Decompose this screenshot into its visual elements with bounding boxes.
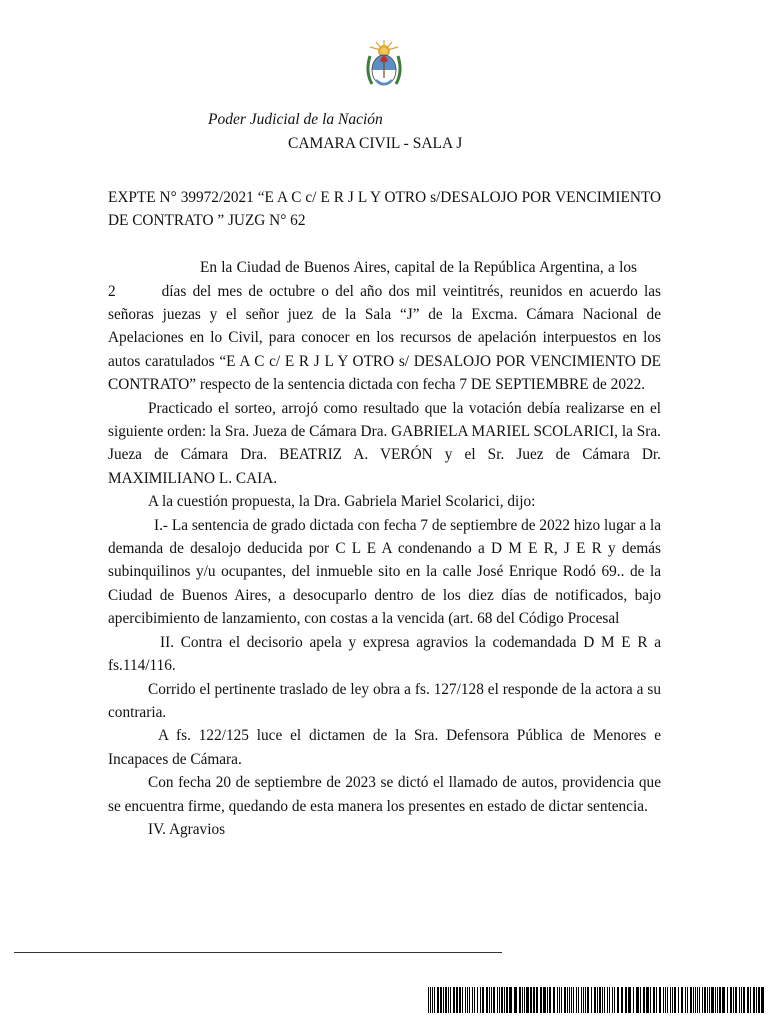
footer-divider bbox=[14, 952, 502, 953]
paragraph-draw-order: Practicado el sorteo, arrojó como resultado que la votación debía realizarse en el siguiente orden: la Sra. Jueza de Cámara Dra. GABRIELA MARIEL SCOLARICI, la Sra. Jueza de Cámara Dra. BEATRIZ A. VERÓN y el Sr. Juez de Cámara Dr. MAXIMILIANO L. CAIA. bbox=[108, 399, 661, 487]
day-number: 2 bbox=[108, 282, 116, 300]
paragraph-section-i: I.- La sentencia de grado dictada con fecha 7 de septiembre de 2022 hizo lugar a la demanda de desalojo deducida por C L E A condenando a D M E R, J E R y demás subinquilinos y/u ocupantes, del inmueble sito en la calle José Enrique Rodó 69.. de la Ciudad de Buenos Aires, a desocuparlo dentro de los diez días de notificados, bajo apercibimiento de lanzamiento, con costas a la vencida (art. 68 del Código Procesal bbox=[108, 516, 661, 628]
paragraph-grievances-heading: IV. Agravios bbox=[148, 820, 226, 838]
paragraph-reply: Corrido el pertinente traslado de ley obra a fs. 127/128 el responde de la actora a su contraria. bbox=[108, 680, 661, 721]
barcode-icon bbox=[428, 987, 764, 1013]
institution-name: Poder Judicial de la Nación bbox=[208, 111, 383, 128]
opening-text-end: días del mes de octubre o del año dos mil veintitrés, reunidos en acuerdo las señoras juezas y el señor juez de la Sala “J” de la Excma. Cámara Nacional de Apelaciones en lo Civil, para conocer en los recursos de apelación interpuestos en los autos caratulados “E A C c/ E R J L Y OTRO s/ DESALOJO POR VENCIMIENTO DE CONTRATO” respecto de la sentencia dictada con fecha 7 DE SEPTIEMBRE de 2022. bbox=[108, 282, 661, 394]
paragraph-section-ii: II. Contra el decisorio apela y expresa agravios la codemandada D M E R a fs.114/116. bbox=[108, 633, 661, 675]
chamber-name: CAMARA CIVIL - SALA J bbox=[288, 135, 463, 152]
paragraph-opinion: A fs. 122/125 luce el dictamen de la Sra. Defensora Pública de Menores e Incapaces de Cámara. bbox=[108, 727, 661, 768]
opening-text-start: En la Ciudad de Buenos Aires, capital de la República Argentina, a los bbox=[200, 259, 637, 277]
argentine-coat-of-arms-icon bbox=[362, 38, 406, 94]
document-body bbox=[108, 186, 661, 841]
paragraph-call-for-judgment: Con fecha 20 de septiembre de 2023 se dictó el llamado de autos, providencia que se encuentra firme, quedando de esta manera los presentes en estado de dictar sentencia. bbox=[108, 774, 661, 815]
case-caption: EXPTE N° 39972/2021 “E A C c/ E R J L Y OTRO s/DESALOJO POR VENCIMIENTO DE CONTRATO ” JUZG N° 62 bbox=[108, 189, 661, 230]
paragraph-question: A la cuestión propuesta, la Dra. Gabriela Mariel Scolarici, dijo: bbox=[148, 493, 536, 511]
paragraph-opening bbox=[108, 256, 661, 396]
